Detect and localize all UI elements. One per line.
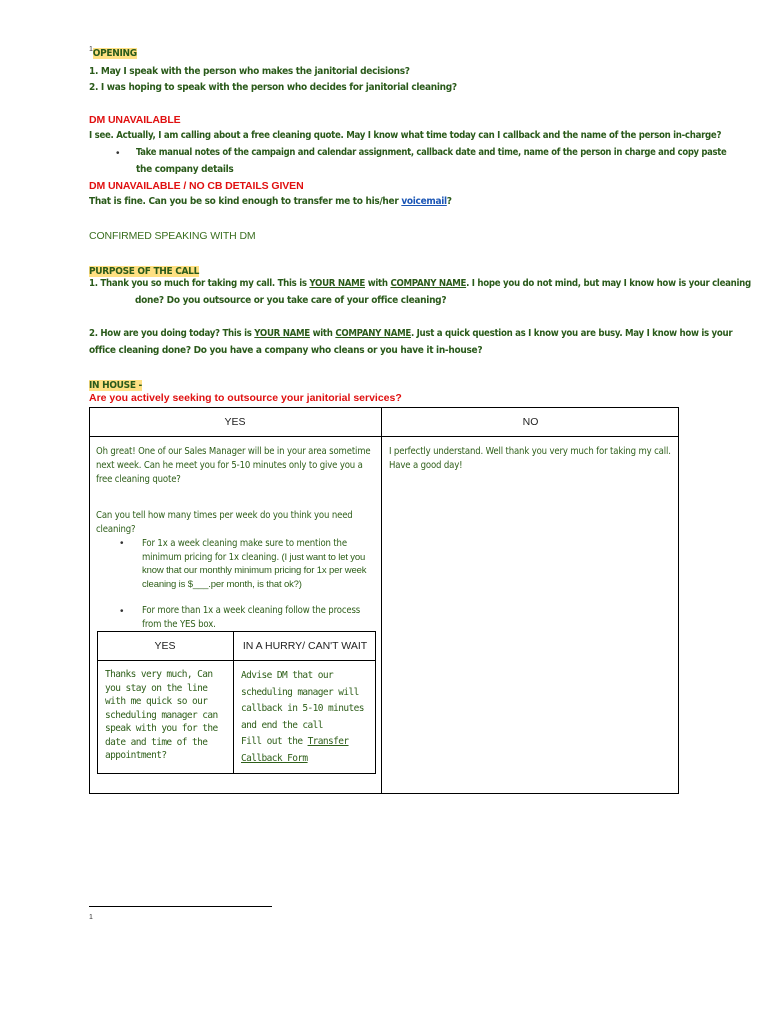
inner-table-header-divider <box>97 660 376 661</box>
no-header: NO <box>522 416 539 428</box>
purpose-p1-line2: done? Do you outsource or you take care of your office cleaning? <box>135 295 447 306</box>
no-cb-text-end: ? <box>446 196 452 207</box>
p1-company-name: COMPANY NAME <box>390 278 467 289</box>
p2-your-name: YOUR NAME <box>254 328 310 339</box>
yes-bullet1-script: (I just want to let you know that our monthly minimum pricing for 1x per week cleaning is $___.per month, is that ok?) <box>142 551 367 590</box>
p2-with: with <box>309 328 336 339</box>
p2-company-name: COMPANY NAME <box>335 328 411 339</box>
p1-rest: . I hope you do not mind, but may I know how is your cleaning <box>466 278 751 289</box>
opening-line-2: 2. I was hoping to speak with the person who decides for janitorial cleaning? <box>89 82 457 93</box>
no-cell-text: I perfectly understand. Well thank you very much for taking my call. Have a good day! <box>389 446 671 471</box>
in-house-heading <box>89 375 142 393</box>
dm-unavailable-bullet-line1: Take manual notes of the campaign and calendar assignment, callback date and time, name of the person in charge and copy paste <box>136 147 727 158</box>
purpose-p1-line1 <box>89 278 751 289</box>
in-house-heading-label: IN HOUSE - <box>89 380 142 391</box>
yes-cell-text1: Oh great! One of our Sales Manager will be in your area sometime next week. Can he meet you for 5-10 minutes only to give you a free cleaning quote? <box>96 446 371 485</box>
footnote-mark: 1 <box>89 914 93 921</box>
outer-table-column-divider <box>381 407 382 794</box>
opening-line-1: 1. May I speak with the person who makes the janitorial decisions? <box>89 66 410 77</box>
inner-hurry-text: Advise DM that our scheduling manager will callback in 5-10 minutes and end the call <box>241 670 364 731</box>
yes-bullet1-main: For 1x a week cleaning make sure to mention the minimum pricing for 1x cleaning. <box>142 538 347 563</box>
bullet-dot: • <box>120 538 124 549</box>
footnote-separator <box>89 906 272 907</box>
p2-rest: . Just a quick question as I know you are busy. May I know how is your <box>410 328 733 339</box>
yes-header: YES <box>224 416 246 428</box>
dm-unavailable-bullet-line2: the company details <box>136 164 234 175</box>
in-house-question: Are you actively seeking to outsource your janitorial services? <box>89 392 402 404</box>
bullet-dot: • <box>116 148 120 159</box>
inner-yes-text: Thanks very much, Can you stay on the line with me quick so our scheduling manager can speak with you for the date and time of the appointment? <box>105 669 218 761</box>
p1-with: with <box>365 278 391 289</box>
dm-unavailable-text: I see. Actually, I am calling about a free cleaning quote. May I know what time today can I callback and the name of the person in-charge? <box>89 130 722 141</box>
purpose-p2-line1 <box>89 328 732 339</box>
fill-out-label: Fill out the <box>241 736 308 747</box>
no-cb-heading: DM UNAVAILABLE / NO CB DETAILS GIVEN <box>89 180 304 192</box>
inner-table-column-divider <box>233 631 234 774</box>
no-cb-text <box>89 196 452 207</box>
p1-your-name: YOUR NAME <box>309 278 366 289</box>
opening-heading <box>89 46 137 59</box>
yes-cell-text2: Can you tell how many times per week do you think you need cleaning? <box>96 510 353 535</box>
p1-intro: 1. Thank you so much for taking my call. This is <box>89 278 310 289</box>
inner-hurry-header: IN A HURRY/ CAN'T WAIT <box>242 640 368 652</box>
opening-heading-label: OPENING <box>92 47 137 59</box>
inner-yes-header: YES <box>154 640 176 652</box>
transfer-callback-form-link[interactable]: Transfer Callback Form <box>241 736 349 764</box>
voicemail-link[interactable]: voicemail <box>401 196 447 207</box>
purpose-heading <box>89 261 199 279</box>
bullet-dot: • <box>120 606 124 617</box>
purpose-heading-label: PURPOSE OF THE CALL <box>89 266 200 277</box>
inner-fill-text <box>241 734 371 767</box>
yes-bullet2: For more than 1x a week cleaning follow the process from the YES box. <box>142 605 361 630</box>
no-cb-text-start: That is fine. Can you be so kind enough to transfer me to his/her <box>89 196 402 207</box>
yes-bullet1 <box>142 537 374 591</box>
dm-unavailable-heading: DM UNAVAILABLE <box>89 114 181 126</box>
outer-table-header-divider <box>89 436 679 437</box>
purpose-p2-line2: office cleaning done? Do you have a company who cleans or you have it in-house? <box>89 345 483 356</box>
p2-intro: 2. How are you doing today? This is <box>89 328 255 339</box>
confirmed-heading: CONFIRMED SPEAKING WITH DM <box>89 230 256 242</box>
footnote-reference: 1 <box>89 46 93 53</box>
